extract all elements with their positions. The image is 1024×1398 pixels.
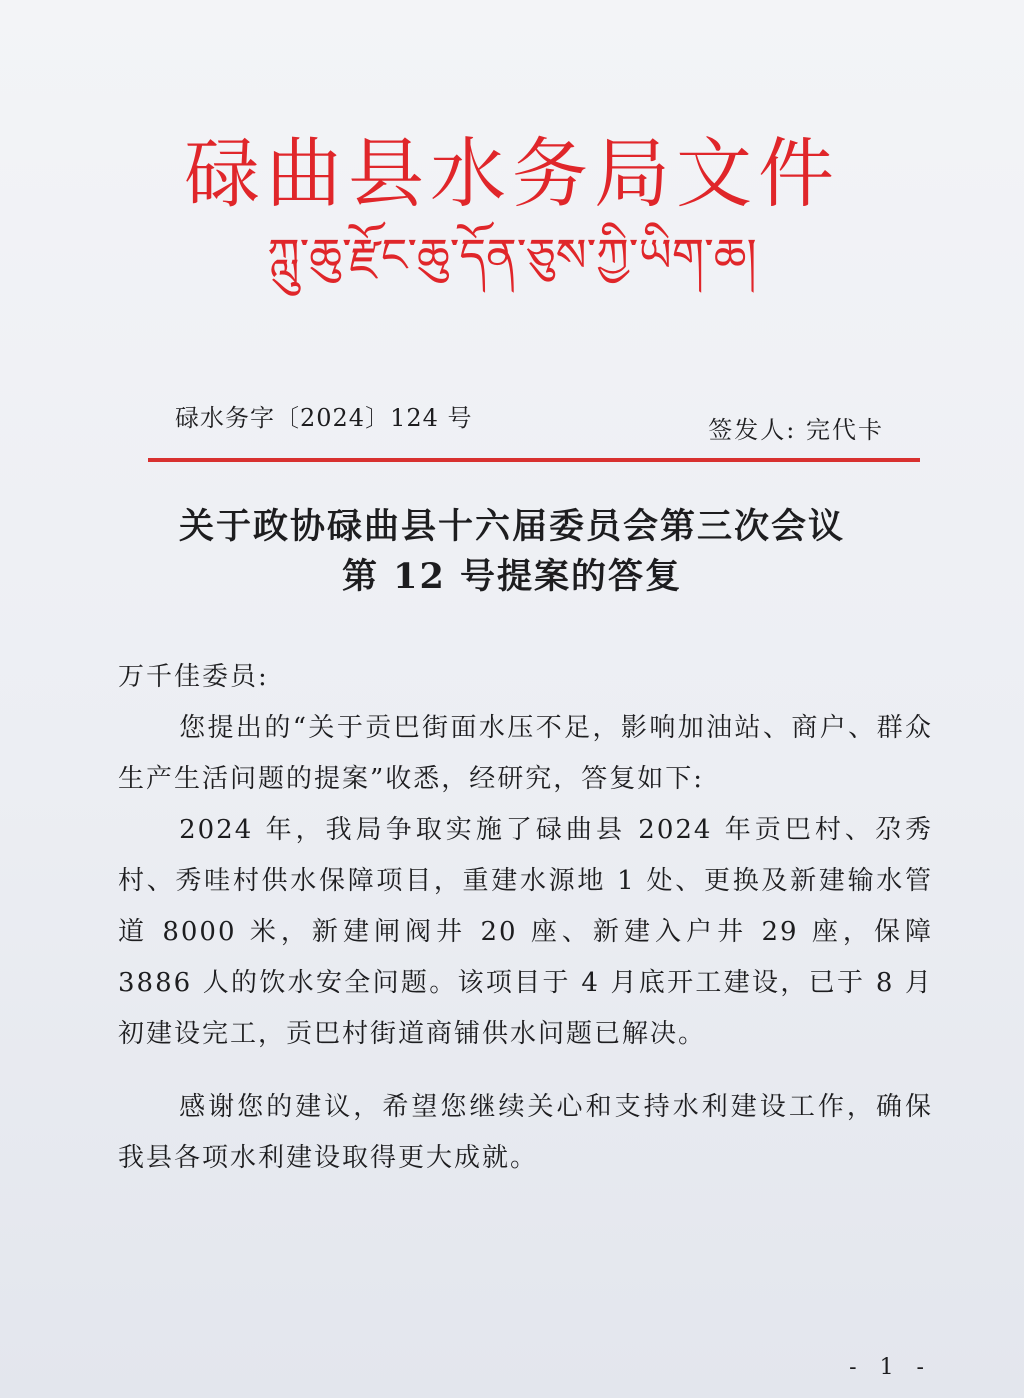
document-header-tibetan: ཀླུ་ཆུ་རྫོང་ཆུ་དོན་ཅུས་ཀྱི་ཡིག་ཆ། (267, 228, 757, 282)
signer: 签发人: 完代卡 (708, 416, 884, 444)
document-body (118, 652, 933, 1184)
body-paragraph: 感谢您的建议，希望您继续关心和支持水利建设工作，确保我县各项水利建设取得更大成就。 (118, 1092, 933, 1173)
body-paragraph: 您提出的“关于贡巴街面水压不足，影响加油站、商户、群众生产生活问题的提案”收悉，经研究，答复如下: (118, 713, 933, 794)
document-title-line-2: 第 12 号提案的答复 (341, 556, 683, 597)
body-paragraph: 2024 年，我局争取实施了碌曲县 2024 年贡巴村、尕秀村、秀哇村供水保障项目，重建水源地 1 处、更换及新建输水管道 8000 米，新建闸阀井 20 座、新建入户井 29 座，保障 3886 人的饮水安全问题。该项目于 4 月底开工建设，已于 8 月初建设完工，贡巴村街道商铺供水问题已解决。 (118, 815, 933, 1049)
page-number: - 1 - (849, 1355, 932, 1380)
red-divider (148, 458, 920, 462)
document-number: 碌水务字〔2024〕124 号 (175, 404, 473, 432)
salutation: 万千佳委员: (118, 662, 269, 692)
document-title-line-1: 关于政协碌曲县十六届委员会第三次会议 (178, 506, 845, 547)
document-header-title: 碌曲县水务局文件 (184, 129, 840, 218)
document-title (0, 502, 1024, 602)
